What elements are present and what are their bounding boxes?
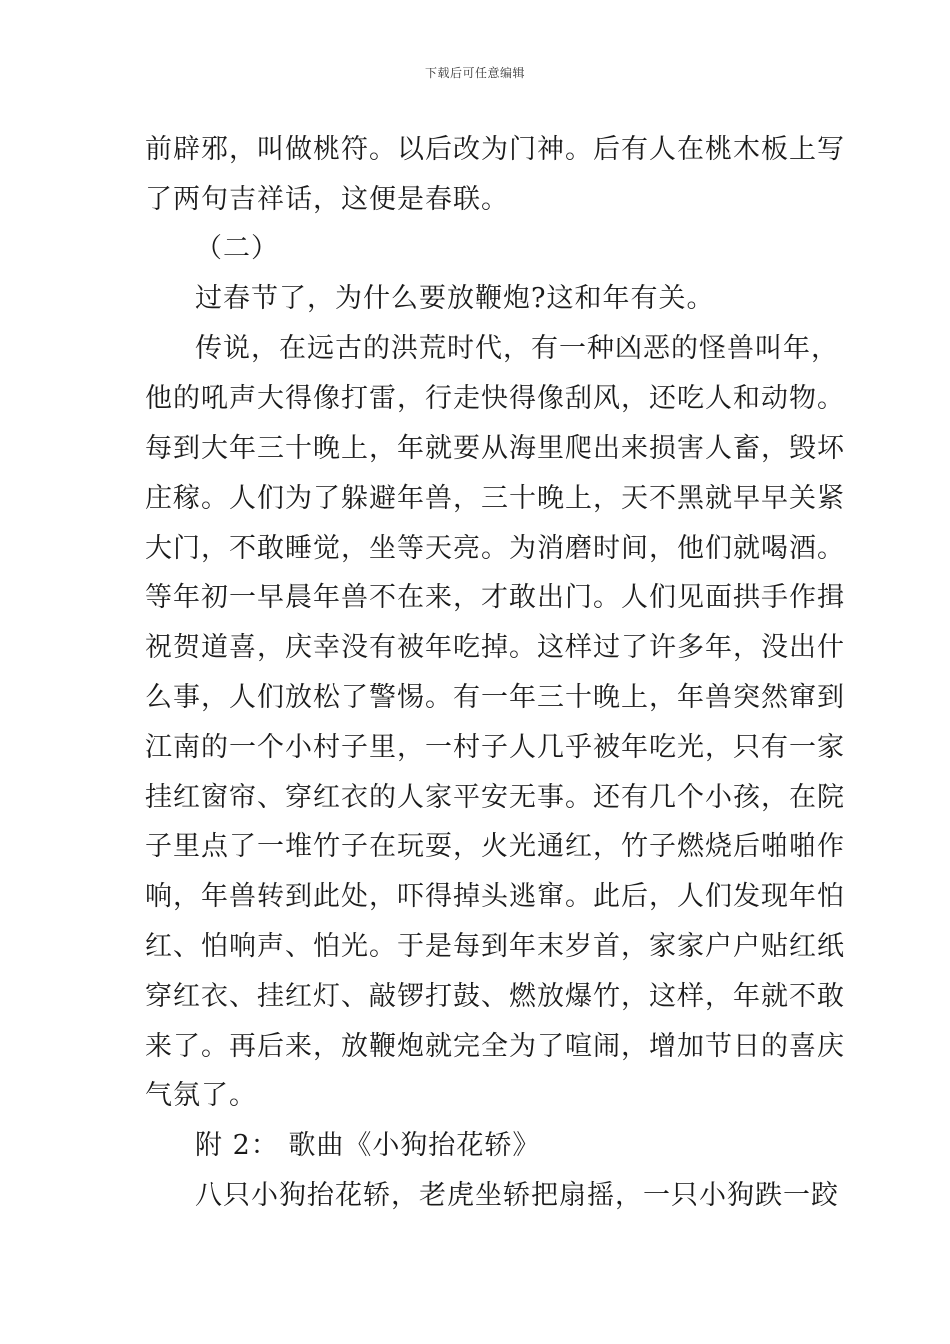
body-text-line: 子里点了一堆竹子在玩耍，火光通红，竹子燃烧后啪啪作 [145,831,845,862]
body-text-line: 过春节了，为什么要放鞭炮?这和年有关。 [195,283,715,314]
body-text-line: 来了。再后来，放鞭炮就完全为了喧闹，增加节日的喜庆 [145,1031,845,1062]
body-text-line: 大门，不敢睡觉，坐等天亮。为消磨时间，他们就喝酒。 [145,533,845,564]
body-text-line: 气氛了。 [145,1080,257,1111]
body-text-line: 挂红窗帘、穿红衣的人家平安无事。还有几个小孩，在院 [145,782,845,813]
body-text-line: 穿红衣、挂红灯、敲锣打鼓、燃放爆竹，这样，年就不敢 [145,981,845,1012]
appendix-heading: 附 2： 歌曲《小狗抬花轿》 [195,1130,541,1161]
body-text-line: 前辟邪，叫做桃符。以后改为门神。后有人在桃木板上写 [145,134,845,165]
body-text-line: 响，年兽转到此处，吓得掉头逃窜。此后，人们发现年怕 [145,881,845,912]
body-text-line: 祝贺道喜，庆幸没有被年吃掉。这样过了许多年，没出什 [145,632,845,663]
body-text-line: 庄稼。人们为了躲避年兽，三十晚上，天不黑就早早关紧 [145,483,845,514]
body-text-line: 了两句吉祥话，这便是春联。 [145,184,509,215]
body-text-line: 每到大年三十晚上，年就要从海里爬出来损害人畜，毁坏 [145,433,845,464]
body-text-line: 他的吼声大得像打雷，行走快得像刮风，还吃人和动物。 [145,383,845,414]
body-text-line: 红、怕响声、怕光。于是每到年末岁首，家家户户贴红纸 [145,931,845,962]
section-number: （二） [195,233,279,264]
page-header: 下载后可任意编辑 [424,66,525,80]
body-text-line: 八只小狗抬花轿，老虎坐轿把扇摇，一只小狗跌一跤 [195,1180,839,1211]
body-text-line: 传说，在远古的洪荒时代，有一种凶恶的怪兽叫年， [195,333,839,364]
body-text-line: 么事，人们放松了警惕。有一年三十晚上，年兽突然窜到 [145,682,845,713]
body-text-line: 江南的一个小村子里，一村子人几乎被年吃光，只有一家 [145,732,845,763]
body-text-line: 等年初一早晨年兽不在来，才敢出门。人们见面拱手作揖 [145,582,845,613]
